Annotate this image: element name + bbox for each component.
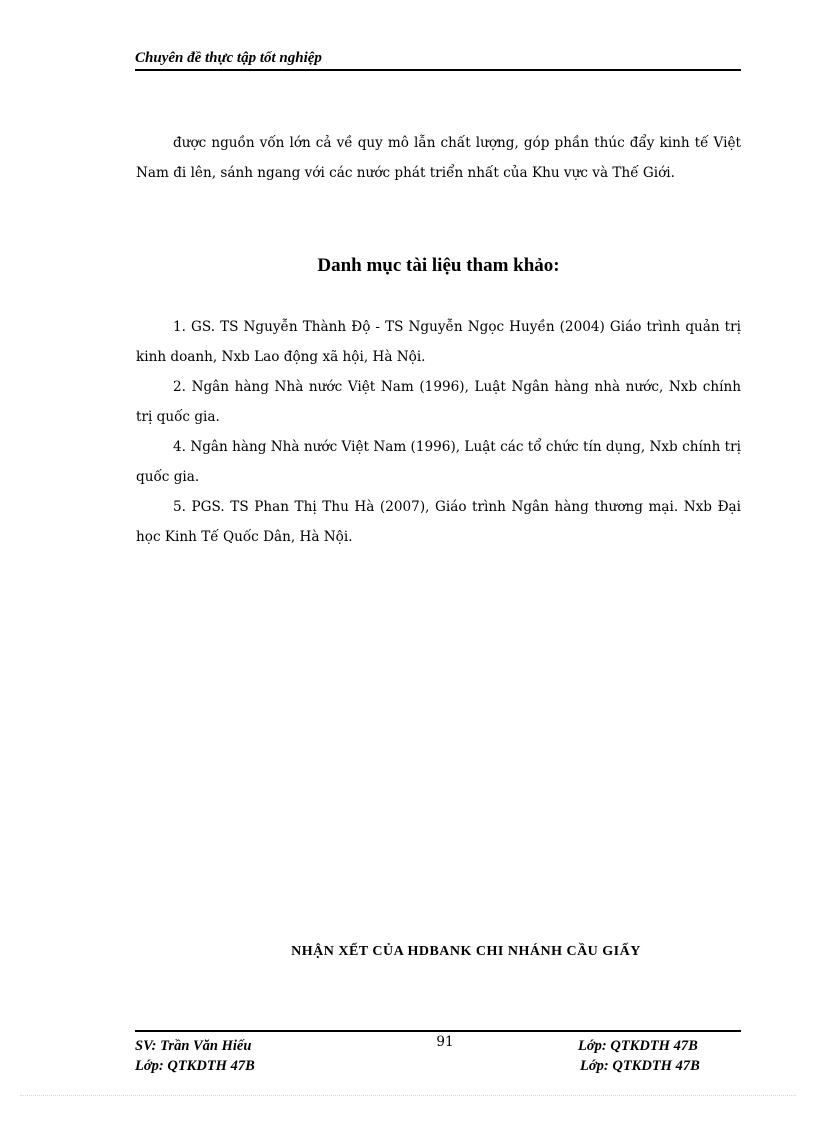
page-number: 91 [436,1034,454,1050]
reference-item: 2. Ngân hàng Nhà nước Việt Nam (1996), Luật Ngân hàng nhà nước, Nxb chính trị quốc gia. [136,379,741,425]
intro-paragraph: được nguồn vốn lớn cả về quy mô lẫn chất lượng, góp phần thúc đẩy kinh tế Việt Nam đi lên, sánh ngang với các nước phát triển nhất của Khu vực và Thế Giới. [136,135,741,181]
review-section-title: NHẬN XẾT CỦA HDBANK CHI NHÁNH CẦU GIẤY [291,944,641,959]
references-list [136,312,741,552]
references-title: Danh mục tài liệu tham khảo: [317,255,560,276]
footer-class-left: Lớp: QTKDTH 47B [135,1058,255,1074]
page-header [135,49,741,71]
reference-item: 4. Ngân hàng Nhà nước Việt Nam (1996), Luật các tổ chức tín dụng, Nxb chính trị quốc gia. [136,439,741,485]
reference-item: 5. PGS. TS Phan Thị Thu Hà (2007), Giáo trình Ngân hàng thương mại. Nxb Đại học Kinh Tế Quốc Dân, Hà Nội. [136,499,741,545]
footer-class-right-top: Lớp: QTKDTH 47B [578,1038,698,1054]
footer-class-right-bottom: Lớp: QTKDTH 47B [580,1058,700,1074]
page-edge-divider [20,1095,796,1096]
header-title: Chuyên đề thực tập tốt nghiệp [135,50,322,66]
footer-student-name: SV: Trần Văn Hiếu [135,1038,252,1054]
reference-item: 1. GS. TS Nguyễn Thành Độ - TS Nguyễn Ngọc Huyền (2004) Giáo trình quản trị kinh doanh, Nxb Lao động xã hội, Hà Nội. [136,319,741,365]
